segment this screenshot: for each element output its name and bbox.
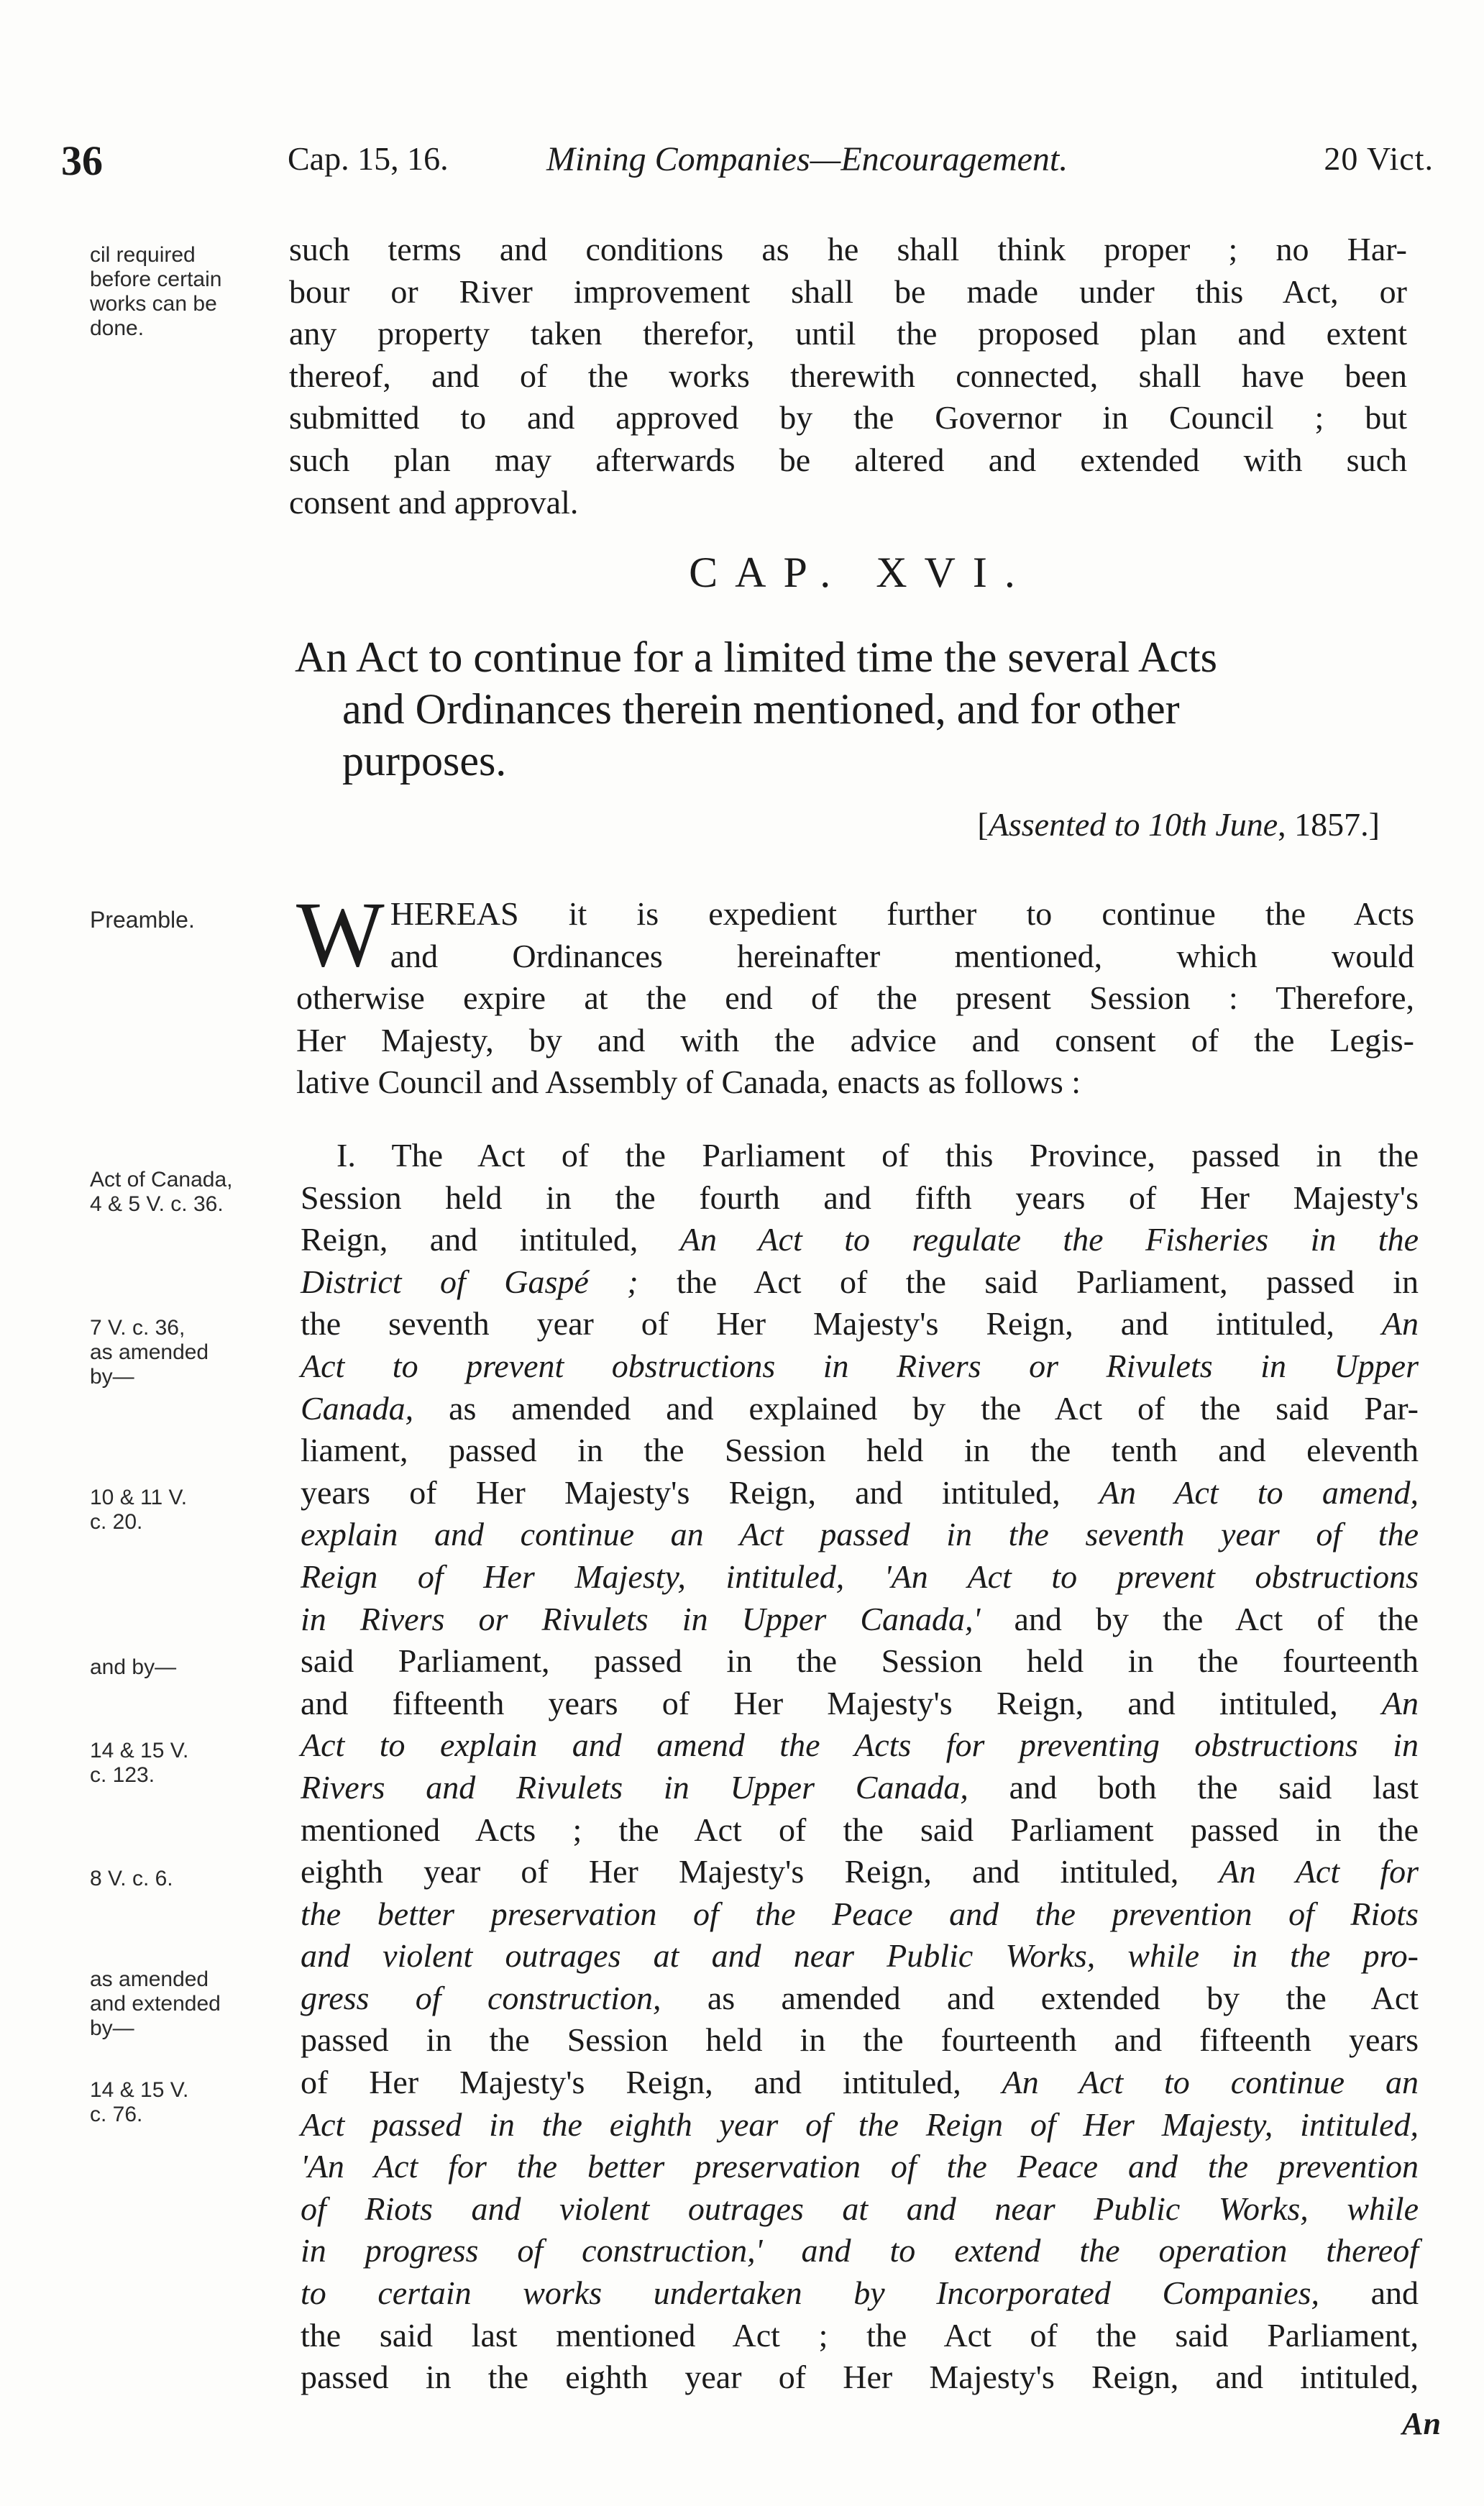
text-run: and both the said last <box>968 1768 1419 1806</box>
text-line: and Ordinances hereinafter mentioned, which would <box>390 937 1414 974</box>
margin-note-line: 7 V. c. 36, <box>90 1316 186 1340</box>
margin-note-line: by— <box>90 2016 134 2040</box>
text-line <box>301 1767 1419 1809</box>
text-run: as amended and extended by the Act <box>661 1979 1419 2016</box>
text-line <box>301 1683 1419 1725</box>
text-line <box>301 1599 1419 1641</box>
act-name: An Act to continue an <box>1002 2064 1419 2101</box>
text-line: mentioned Acts ; the Act of the said Parliament passed in the <box>301 1811 1419 1848</box>
act-name: An Act to regulate the Fisheries in the <box>679 1221 1419 1258</box>
text-line: I. The Act of the Parliament of this Province, passed in the <box>336 1137 1419 1174</box>
text-line: Session held in the fourth and fifth years of Her Majesty's <box>301 1179 1419 1216</box>
text-line <box>301 2104 1419 2146</box>
section-one-paragraph <box>301 1135 1419 2399</box>
text-line: HEREAS it is expedient further to continue the Acts <box>390 895 1414 932</box>
margin-note-seven-v <box>90 1316 298 1389</box>
text-line: liament, passed in the Session held in the tenth and eleventh <box>301 1432 1419 1469</box>
text-run: years of Her Majesty's Reign, and intituled, <box>301 1473 1099 1511</box>
margin-note-line: 14 & 15 V. <box>90 1739 189 1762</box>
text-line: said Parliament, passed in the Session held in the fourteenth <box>301 1642 1419 1680</box>
margin-note-act-of-canada <box>90 1168 298 1217</box>
act-name: gress of construction, <box>301 1979 661 2016</box>
margin-note-line: before certain <box>90 267 222 291</box>
text-line: thereof, and of the works therewith connected, shall have been <box>289 357 1407 394</box>
margin-note-line: 4 & 5 V. c. 36. <box>90 1192 224 1216</box>
text-line <box>301 1472 1419 1514</box>
text-line: such plan may afterwards be altered and extended with such <box>289 441 1407 478</box>
running-title: Mining Companies—Encouragement. <box>546 140 1068 178</box>
margin-note-fourteen-fifteen-v-123 <box>90 1739 298 1788</box>
margin-note-line: c. 76. <box>90 2103 143 2126</box>
margin-note-line: 14 & 15 V. <box>90 2078 189 2102</box>
page-number: 36 <box>61 137 103 184</box>
margin-note-line: Act of Canada, <box>90 1168 233 1192</box>
act-name: in Rivers or Rivulets in Upper Canada,' <box>301 1600 981 1637</box>
act-name: Reign of Her Majesty, intituled, 'An Act to prevent obstructions <box>301 1558 1419 1595</box>
act-title-line: and Ordinances therein mentioned, and for other <box>342 685 1180 733</box>
running-header <box>61 137 1434 194</box>
act-name: Act to explain and amend the Acts for preventing obstructions in <box>301 1727 1419 1764</box>
preamble-paragraph <box>296 883 1414 1104</box>
text-line <box>301 1388 1419 1430</box>
text-run: Reign, and intituled, <box>301 1221 680 1258</box>
assent-date <box>977 805 1380 843</box>
text-line <box>301 2272 1419 2315</box>
text-line <box>301 1851 1419 1893</box>
act-name: An <box>1381 1305 1419 1343</box>
act-name: An <box>1381 1684 1419 1721</box>
assent-day: 10th <box>1148 806 1207 843</box>
margin-note-line: cil required <box>90 243 196 267</box>
margin-note-line: and by— <box>90 1655 177 1679</box>
assent-month: June <box>1215 806 1278 843</box>
text-line <box>301 2062 1419 2104</box>
continuation-paragraph <box>289 229 1407 523</box>
act-name: Rivers and Rivulets in Upper Canada, <box>301 1768 968 1806</box>
margin-note-and-by <box>90 1655 298 1680</box>
margin-note-line: 10 & 11 V. <box>90 1486 188 1509</box>
margin-note-line: and extended <box>90 1992 221 2016</box>
text-line <box>301 1261 1419 1304</box>
margin-note-line: c. 20. <box>90 1510 143 1534</box>
text-run: and by the Act of the <box>980 1600 1419 1637</box>
act-name: the better preservation of the Peace and the prevention of Riots <box>301 1895 1419 1932</box>
text-line <box>301 2146 1419 2188</box>
text-line <box>301 1514 1419 1556</box>
assent-year: , 1857.] <box>1278 806 1380 843</box>
margin-note-line: 8 V. c. 6. <box>90 1867 173 1890</box>
margin-note-line: as amended <box>90 1340 209 1364</box>
act-name: Canada, <box>301 1389 414 1427</box>
text-line <box>301 2188 1419 2231</box>
margin-note-line: by— <box>90 1365 134 1389</box>
chapter-reference: Cap. 15, 16. <box>288 140 449 177</box>
text-run: the seventh year of Her Majesty's Reign, and intituled, <box>301 1305 1382 1343</box>
text-run: eighth year of Her Majesty's Reign, and intituled, <box>301 1853 1219 1890</box>
margin-note-line: as amended <box>90 1967 209 1991</box>
text-line: the said last mentioned Act ; the Act of the said Parliament, <box>301 2316 1419 2354</box>
margin-note-eight-v <box>90 1867 298 1891</box>
text-line <box>301 2230 1419 2272</box>
text-line <box>301 1303 1419 1345</box>
act-name: to certain works undertaken by Incorporated Companies, <box>301 2274 1320 2312</box>
act-name: Act passed in the eighth year of the Reign of Her Majesty, intituled, <box>301 2105 1419 2143</box>
margin-note-line: c. 123. <box>90 1763 155 1787</box>
act-name: and violent outrages at and near Public Works, while in the pro- <box>301 1937 1419 1975</box>
text-line <box>301 1893 1419 1936</box>
act-name: Act to prevent obstructions in Rivers or Rivulets in Upper <box>301 1347 1419 1384</box>
regnal-year: 20 Vict. <box>1324 140 1434 177</box>
act-title-line: An Act to continue for a limited time the several Acts <box>295 634 1217 681</box>
chapter-heading: CAP. XVI. <box>689 549 1032 596</box>
text-run: as amended and explained by the Act of the said Par- <box>413 1389 1419 1427</box>
text-line: any property taken therefor, until the proposed plan and extent <box>289 315 1407 352</box>
text-line: passed in the eighth year of Her Majesty's Reign, and intituled, <box>301 2359 1419 2396</box>
margin-note-council-required <box>90 243 298 341</box>
margin-note-line: done. <box>90 316 145 340</box>
act-name: of Riots and violent outrages at and near Public Works, while <box>301 2190 1419 2227</box>
act-name: District of Gaspé ; <box>301 1263 638 1300</box>
text-line <box>301 1935 1419 1977</box>
text-line <box>301 1345 1419 1388</box>
catchword: An <box>1402 2406 1441 2441</box>
text-line <box>301 1977 1419 2020</box>
margin-note-preamble <box>90 907 298 932</box>
text-line: passed in the Session held in the fourteenth and fifteenth years <box>301 2021 1419 2059</box>
text-line: Her Majesty, by and with the advice and consent of the Legis- <box>296 1021 1414 1058</box>
act-name: An Act to amend, <box>1099 1473 1419 1511</box>
text-line: otherwise expire at the end of the present Session : Therefore, <box>296 979 1414 1017</box>
text-run: of Her Majesty's Reign, and intituled, <box>301 2064 1002 2101</box>
margin-note-line: works can be <box>90 292 217 316</box>
text-line: submitted to and approved by the Governor in Council ; but <box>289 399 1407 436</box>
act-title <box>295 631 1416 787</box>
act-name: in progress of construction,' and to extend the operation thereof <box>301 2232 1419 2269</box>
assent-bracket: [ <box>977 806 989 843</box>
margin-note-as-amended-extended <box>90 1967 298 2041</box>
text-run: the Act of the said Parliament, passed in <box>638 1263 1419 1300</box>
drop-cap: W <box>296 883 385 987</box>
text-line: consent and approval. <box>289 483 579 521</box>
text-line: such terms and conditions as he shall think proper ; no Har- <box>289 231 1407 267</box>
margin-note-ten-eleven-v <box>90 1486 298 1535</box>
text-line <box>301 1724 1419 1767</box>
margin-note-fourteen-fifteen-v-76 <box>90 2078 298 2127</box>
text-run: and fifteenth years of Her Majesty's Reign, and intituled, <box>301 1684 1382 1721</box>
act-title-line: purposes. <box>342 737 507 785</box>
act-name: An Act for <box>1219 1853 1419 1890</box>
text-line: bour or River improvement shall be made under this Act, or <box>289 273 1407 310</box>
text-line <box>301 1556 1419 1599</box>
text-line: lative Council and Assembly of Canada, enacts as follows : <box>296 1064 1081 1101</box>
margin-note-line: Preamble. <box>90 907 195 933</box>
act-name: 'An Act for the better preservation of the Peace and the prevention <box>301 2148 1419 2185</box>
text-line <box>301 1219 1419 1261</box>
text-run: and <box>1319 2274 1419 2312</box>
act-name: explain and continue an Act passed in the seventh year of the <box>301 1516 1419 1553</box>
assent-label: Assented to <box>988 806 1140 843</box>
